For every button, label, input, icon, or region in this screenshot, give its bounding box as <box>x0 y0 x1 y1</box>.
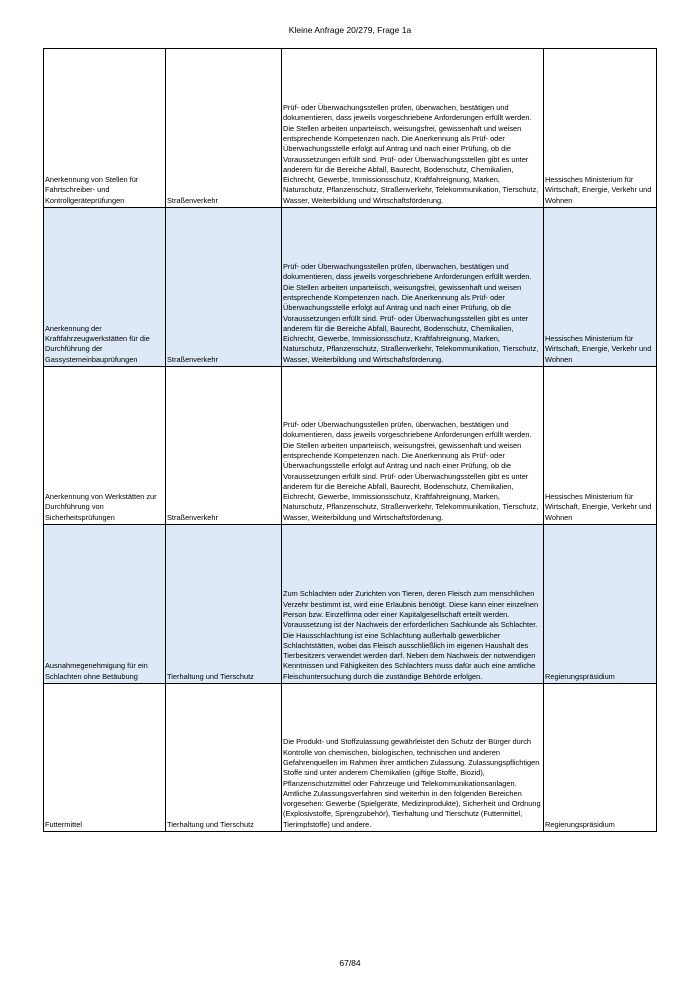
service-description-cell: Die Produkt- und Stoffzulassung gewährleistet den Schutz der Bürger durch Kontrolle von chemischen, biologischen, technischen und anderen Gefahrenquellen im Rahmen ihrer amtlichen Zulassung. Zulassungspflichtigen Stoffe sind unter anderem Chemikalien (giftige Stoffe, Biozid), Pflanzenschutzmittel oder Fahrzeuge und Telekommunikationsanlagen. Amtliche Zulassungsverfahren sind weiterhin in den folgenden Bereichen vorgesehen: Gewerbe (Spielgeräte, Medizinprodukte), Sicherheit und Ordnung (Explosivstoffe, Sprengzubehör), Tierhaltung und Tierschutz (Futtermittel, Tierimpfstoffe) und andere. <box>282 684 544 832</box>
service-description-cell: Prüf- oder Überwachungsstellen prüfen, überwachen, bestätigen und dokumentieren, dass jeweils vorgeschriebene Anforderungen erfüllt werden. Die Stellen arbeiten unparteiisch, weisungsfrei, gewissenhaft und weisen entsprechende Kompetenzen nach. Die Anerkennung als Prüf- oder Überwachungsstelle erfolgt auf Antrag und nach einer Prüfung, ob die Voraussetzungen erfüllt sind. Prüf- oder Überwachungsstellen gibt es unter anderem für die Bereiche Abfall, Baurecht, Bodenschutz, Chemikalien, Eichrecht, Gewerbe, Immissionsschutz, Kraftfahreignung, Marken, Naturschutz, Pflanzenschutz, Straßenverkehr, Telekommunikation, Tierschutz, Wasser, Weiterbildung und Wirtschaftsförderung. <box>282 367 544 525</box>
service-name-cell: Ausnahmegenehmigung für ein Schlachten ohne Betäubung <box>44 525 166 684</box>
authority-cell: Hessisches Ministerium für Wirtschaft, Energie, Verkehr und Wohnen <box>544 367 657 525</box>
service-area-cell: Straßenverkehr <box>166 49 282 208</box>
service-name-cell: Futtermittel <box>44 684 166 832</box>
table-row <box>44 208 657 367</box>
services-table <box>43 48 657 832</box>
page-number: 67/84 <box>339 958 361 968</box>
table-row <box>44 367 657 525</box>
page-header: Kleine Anfrage 20/279, Frage 1a <box>288 25 412 35</box>
authority-cell: Hessisches Ministerium für Wirtschaft, Energie, Verkehr und Wohnen <box>544 208 657 367</box>
table-row <box>44 525 657 684</box>
authority-cell: Regierungspräsidium <box>544 525 657 684</box>
service-area-cell: Tierhaltung und Tierschutz <box>166 525 282 684</box>
service-description-cell: Prüf- oder Überwachungsstellen prüfen, überwachen, bestätigen und dokumentieren, dass jeweils vorgeschriebene Anforderungen erfüllt werden. Die Stellen arbeiten unparteiisch, weisungsfrei, gewissenhaft und weisen entsprechende Kompetenzen nach. Die Anerkennung als Prüf- oder Überwachungsstelle erfolgt auf Antrag und nach einer Prüfung, ob die Voraussetzungen erfüllt sind. Prüf- oder Überwachungsstellen gibt es unter anderem für die Bereiche Abfall, Baurecht, Bodenschutz, Chemikalien, Eichrecht, Gewerbe, Immissionsschutz, Kraftfahreignung, Marken, Naturschutz, Pflanzenschutz, Straßenverkehr, Telekommunikation, Tierschutz, Wasser, Weiterbildung und Wirtschaftsförderung. <box>282 208 544 367</box>
service-name-cell: Anerkennung der Kraftfahrzeugwerkstätten für die Durchführung der Gassystemeinbauprüfungen <box>44 208 166 367</box>
service-area-cell: Straßenverkehr <box>166 208 282 367</box>
authority-cell: Hessisches Ministerium für Wirtschaft, Energie, Verkehr und Wohnen <box>544 49 657 208</box>
service-name-cell: Anerkennung von Stellen für Fahrtschreiber- und Kontrollgeräteprüfungen <box>44 49 166 208</box>
authority-cell: Regierungspräsidium <box>544 684 657 832</box>
service-description-cell: Zum Schlachten oder Zurichten von Tieren, deren Fleisch zum menschlichen Verzehr bestimmt ist, wird eine Erlaubnis benötigt. Diese kann einer einzelnen Person bzw. Einzelfirma oder einer Kapitalgesellschaft erteilt werden. Voraussetzung ist der Nachweis der erforderlichen Sachkunde als Schlachter. Die Hausschlachtung ist eine Schlachtung außerhalb gewerblicher Schlachtstätten, wobei das Fleisch ausschließlich im eigenen Haushalt des Tierbesitzers verwendet werden darf. Neben dem Nachweis der notwendigen Kenntnissen und Fähigkeiten des Schlachters muss dafür auch eine amtliche Fleischuntersuchung durch die zuständige Behörde erfolgen. <box>282 525 544 684</box>
service-area-cell: Tierhaltung und Tierschutz <box>166 684 282 832</box>
service-area-cell: Straßenverkehr <box>166 367 282 525</box>
table-row <box>44 684 657 832</box>
table-row <box>44 49 657 208</box>
service-description-cell: Prüf- oder Überwachungsstellen prüfen, überwachen, bestätigen und dokumentieren, dass jeweils vorgeschriebene Anforderungen erfüllt werden. Die Stellen arbeiten unparteiisch, weisungsfrei, gewissenhaft und weisen entsprechende Kompetenzen nach. Die Anerkennung als Prüf- oder Überwachungsstelle erfolgt auf Antrag und nach einer Prüfung, ob die Voraussetzungen erfüllt sind. Prüf- oder Überwachungsstellen gibt es unter anderem für die Bereiche Abfall, Baurecht, Bodenschutz, Chemikalien, Eichrecht, Gewerbe, Immissionsschutz, Kraftfahreignung, Marken, Naturschutz, Pflanzenschutz, Straßenverkehr, Telekommunikation, Tierschutz, Wasser, Weiterbildung und Wirtschaftsförderung. <box>282 49 544 208</box>
service-name-cell: Anerkennung von Werkstätten zur Durchführung von Sicherheitsprüfungen <box>44 367 166 525</box>
